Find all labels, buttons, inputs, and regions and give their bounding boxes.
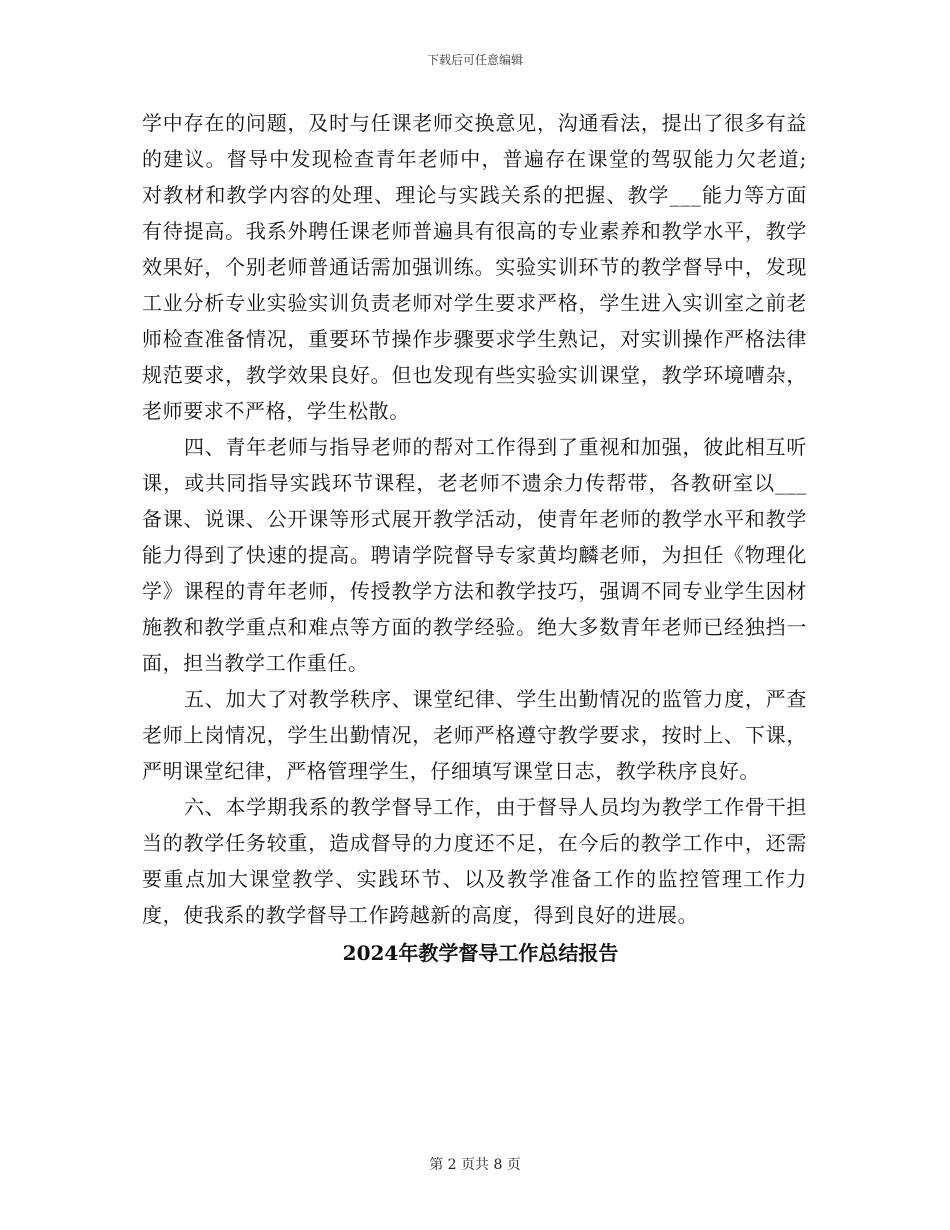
- page-header-note: 下载后可任意编辑: [426, 53, 523, 67]
- paragraph-continuation: 学中存在的问题，及时与任课老师交换意见，沟通看法，提出了很多有益的建议。督导中发现检查青年老师中，普遍存在课堂的驾驭能力欠老道;对教材和教学内容的处理、理论与实践关系的把握、教学___能力等方面有待提高。我系外聘任课老师普遍具有很高的专业素养和教学水平，教学效果好，个别老师普通话需加强训练。实验实训环节的教学督导中，发现工业分析专业实验实训负责老师对学生要求严格，学生进入实训室之前老师检查准备情况，重要环节操作步骤要求学生熟记，对实训操作严格法律规范要求，教学效果良好。但也发现有些实验实训课堂，教学环境嘈杂，老师要求不严格，学生松散。: [142, 111, 807, 423]
- paragraph-section-five: 五、加大了对教学秩序、课堂纪律、学生出勤情况的监管力度，严查老师上岗情况，学生出勤情况，老师严格遵守教学要求，按时上、下课，严明课堂纪律，严格管理学生，仔细填写课堂日志，教学秩序良好。: [142, 687, 807, 783]
- document-body: [142, 105, 807, 971]
- paragraph-section-four: 四、青年老师与指导老师的帮对工作得到了重视和加强，彼此相互听课，或共同指导实践环节课程，老老师不遗余力传帮带，各教研室以___备课、说课、公开课等形式展开教学活动，使青年老师的教学水平和教学能力得到了快速的提高。聘请学院督导专家黄均麟老师，为担任《物理化学》课程的青年老师，传授教学方法和教学技巧，强调不同专业学生因材施教和教学重点和难点等方面的教学经验。绝大多数青年老师已经独挡一面，担当教学工作重任。: [142, 435, 807, 675]
- page-number-footer: 第 2 页共 8 页: [429, 1157, 521, 1173]
- report-title: 2024年教学督导工作总结报告: [342, 941, 619, 965]
- paragraph-section-six: 六、本学期我系的教学督导工作，由于督导人员均为教学工作骨干担当的教学任务较重，造成督导的力度还不足，在今后的教学工作中，还需要重点加大课堂教学、实践环节、以及教学准备工作的监控管理工作力度，使我系的教学督导工作跨越新的高度，得到良好的进展。: [142, 795, 807, 927]
